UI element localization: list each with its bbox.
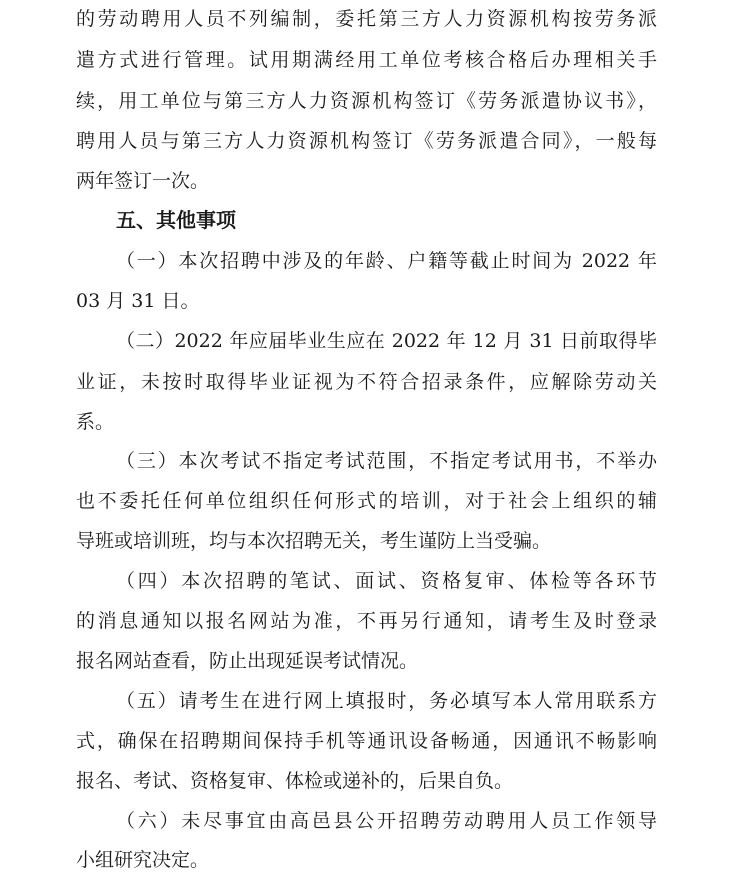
- paragraph-line: 聘用人员与第三方人力资源机构签订《劳务派遣合同》，一般每: [76, 130, 657, 152]
- paragraph-line: （四）本次招聘的笔试、面试、资格复审、体检等各环节: [116, 570, 657, 592]
- paragraph-line: （一）本次招聘中涉及的年龄、户籍等截止时间为 2022 年: [116, 250, 657, 272]
- paragraph-line: 续，用工单位与第三方人力资源机构签订《劳务派遣协议书》，: [76, 90, 657, 112]
- paragraph-line: （五）请考生在进行网上填报时，务必填写本人常用联系方: [116, 690, 657, 712]
- paragraph-line: 也不委托任何单位组织任何形式的培训，对于社会上组织的辅: [76, 490, 657, 512]
- paragraph-line: 业证，未按时取得毕业证视为不符合招录条件，应解除劳动关: [76, 371, 657, 393]
- paragraph-line: 系。: [76, 411, 115, 433]
- paragraph-line: 的劳动聘用人员不列编制，委托第三方人力资源机构按劳务派: [76, 8, 657, 30]
- paragraph-line: （二）2022 年应届毕业生应在 2022 年 12 月 31 日前取得毕: [116, 330, 657, 352]
- paragraph-line: 式，确保在招聘期间保持手机等通讯设备畅通，因通讯不畅影响: [76, 730, 657, 752]
- paragraph-line: 两年签订一次。: [76, 170, 210, 192]
- paragraph-line: 导班或培训班，均与本次招聘无关，考生谨防上当受骗。: [76, 530, 552, 552]
- paragraph-line: （六）未尽事宜由高邑县公开招聘劳动聘用人员工作领导: [116, 810, 657, 832]
- paragraph-line: 遣方式进行管理。试用期满经用工单位考核合格后办理相关手: [76, 49, 657, 71]
- section-heading: 五、其他事项: [116, 208, 236, 232]
- paragraph-line: 的消息通知以报名网站为准，不再另行通知，请考生及时登录: [76, 610, 657, 632]
- paragraph-line: 报名、考试、资格复审、体检或递补的，后果自负。: [76, 770, 514, 792]
- paragraph-line: 小组研究决定。: [76, 849, 210, 871]
- paragraph-line: （三）本次考试不指定考试范围，不指定考试用书，不举办: [116, 450, 657, 472]
- paragraph-line: 报名网站查看，防止出现延误考试情况。: [76, 650, 419, 672]
- paragraph-line: 03 月 31 日。: [76, 290, 200, 312]
